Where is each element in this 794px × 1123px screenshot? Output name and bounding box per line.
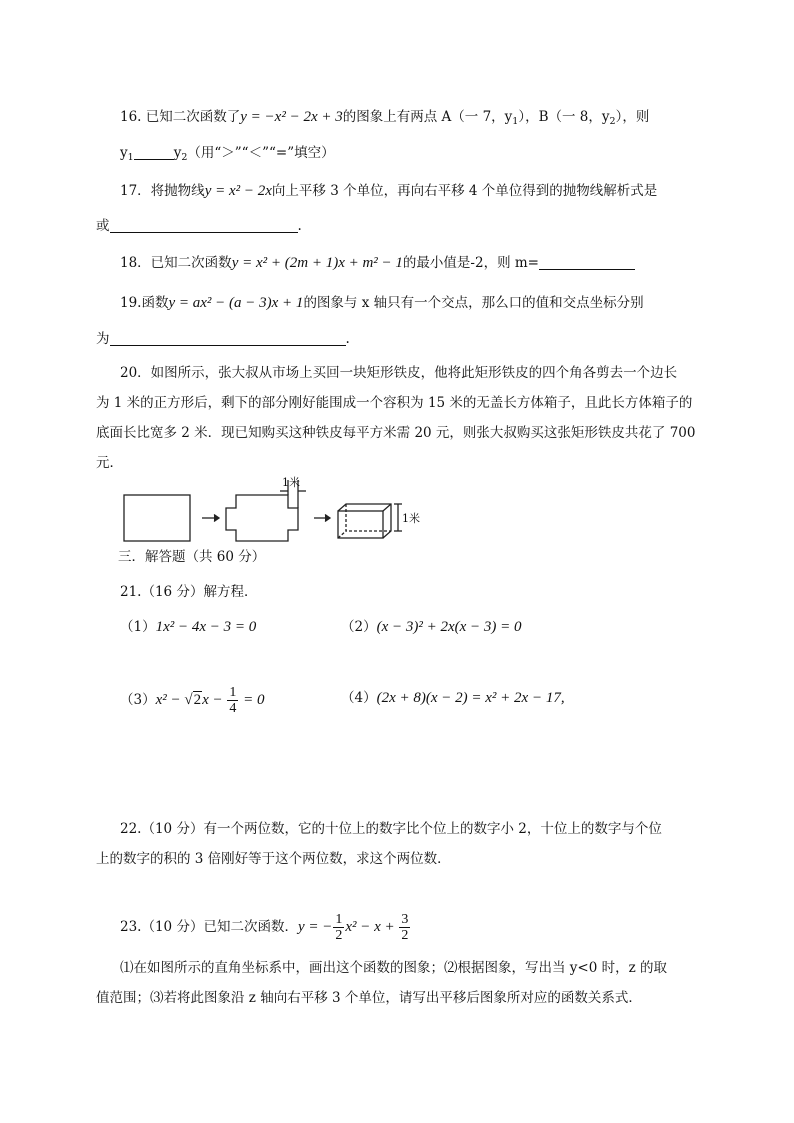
open-box	[338, 504, 391, 538]
q23-line3: 值范围；⑶若将此图象沿 z 轴向右平移 3 个单位，请写出平移后图象所对应的函数关系式．	[96, 990, 642, 1006]
q19-answer-blank[interactable]	[110, 331, 346, 346]
q19-line1: 19.函数y = ax² − (a − 3)x + 1的图象与 x 轴只有一个交点，那么口的值和交点坐标分别	[120, 295, 644, 311]
q17-line2: 或 .	[96, 218, 302, 234]
q20-line3: 底面长比宽多 2 米．现已知购买这种铁皮每平方米需 20 元，则张大叔购买这张矩形铁皮共花了 700	[96, 425, 696, 441]
q21-part1: （1）1x² − 4x − 3 = 0	[120, 619, 257, 635]
q16-line2: $y_1$ $y_2$（用“＞”“＜”“=”填空）	[120, 145, 335, 163]
metal-sheet	[124, 495, 190, 541]
q21-part4: （4）(2x + 8)(x − 2) = x² + 2x − 17,	[341, 690, 565, 706]
q20-label-top: 1米	[282, 476, 300, 489]
q21-p1-formula: 1x² − 4x − 3 = 0	[155, 619, 257, 635]
q22-line1: 22.（10 分）有一个两位数，它的十位上的数字比个位上的数字小 2，十位上的数字与个位	[120, 821, 662, 837]
q20-line1: 20．如图所示，张大叔从市场上买回一块矩形铁皮，他将此矩形铁皮的四个角各剪去一个边长	[120, 365, 678, 381]
q21-p3-formula: x² − √2x − $\frac{1}{4}$ = 0	[156, 692, 265, 708]
sqrt-symbol: √2	[184, 692, 202, 708]
q21-p2-formula: (x − 3)² + 2x(x − 3) = 0	[376, 619, 522, 635]
q19-line2: 为 .	[96, 331, 350, 347]
q17-answer-blank[interactable]	[110, 218, 298, 233]
q20-line4: 元．	[96, 455, 123, 471]
q16-formula: y = −x² − 2x + 3	[240, 109, 343, 125]
q23-formula: y = − $\frac{1}{2}$ x² − x + $\frac{3}{2}$	[297, 912, 409, 944]
q20-figure	[118, 474, 418, 542]
q18-line1: 18．已知二次函数y = x² + (2m + 1)x + m² − 1的最小值是-2，则 m=	[120, 253, 635, 273]
section3-title: 三．解答题（共 60 分）	[118, 549, 266, 565]
q21-part3: （3）x² − √2x − $\frac{1}{4}$ = 0	[120, 682, 265, 718]
q23-title-line: 23.（10 分）已知二次函数．y = − $\frac{1}{2}$ x² − x + $\frac{3}{2}$	[120, 908, 411, 946]
q21-p4-formula: (2x + 8)(x − 2) = x² + 2x − 17,	[376, 690, 565, 706]
q21-part2: （2）(x − 3)² + 2x(x − 3) = 0	[341, 619, 522, 635]
fraction: $\frac{3}{2}$	[401, 912, 409, 944]
q21-title: 21.（16 分）解方程．	[120, 584, 258, 600]
q19-formula: y = ax² − (a − 3)x + 1	[168, 295, 304, 311]
q17-formula: y = x² − 2x	[204, 183, 272, 199]
fraction: $\frac{1}{4}$	[229, 685, 237, 717]
q20-line2: 为 1 米的正方形后，剩下的部分刚好能围成一个容积为 15 米的无盖长方体箱子，且此长方体箱子的	[96, 395, 693, 411]
q23-line2: ⑴在如图所示的直角坐标系中，画出这个函数的图象；⑵根据图象，写出当 y<0 时，z 的取	[120, 960, 668, 976]
q22-line2: 上的数字的积的 3 倍刚好等于这个两位数，求这个两位数．	[96, 851, 451, 867]
q16-answer-blank[interactable]	[134, 145, 174, 160]
q18-formula: y = x² + (2m + 1)x + m² − 1	[231, 255, 403, 271]
q16-line1: 16. 已知二次函数了y = −x² − 2x + 3的图象上有两点 A（一 7，$y_1$），B（一 8，$y_2$），则	[120, 109, 650, 127]
q17-line1: 17．将抛物线y = x² − 2x向上平移 3 个单位，再向右平移 4 个单位得到的抛物线解析式是	[120, 183, 658, 199]
cut-sheet	[226, 495, 298, 541]
q20-label-side: 1米	[402, 512, 420, 525]
q18-answer-blank[interactable]	[539, 255, 635, 270]
fraction: $\frac{1}{2}$	[335, 912, 343, 944]
